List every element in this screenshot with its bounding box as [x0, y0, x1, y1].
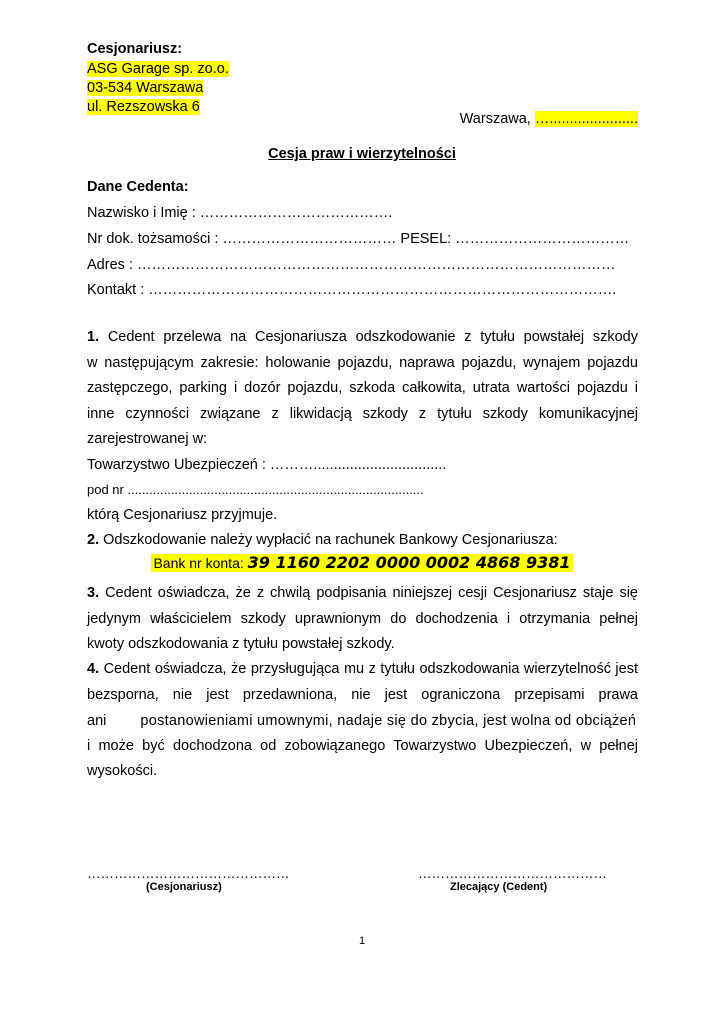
section-4-line-1: 4. Cedent oświadcza, że przysługująca mu z tytułu odszkodowania wierzytelność jest: [87, 661, 638, 677]
page-number: 1: [358, 935, 366, 947]
cedent-signature-line: ……………………………………: [418, 866, 607, 881]
section-4-line-2: bezsporna, nie jest przedawniona, nie jest ograniczona przepisami prawa: [87, 687, 638, 703]
assignee-label: Cesjonariusz:: [87, 41, 183, 57]
section-1-number: 1.: [87, 329, 100, 345]
place: Warszawa,: [459, 111, 535, 127]
cedent-signature-label: Zlecający (Cedent): [450, 881, 548, 893]
insurer-field: Towarzystwo Ubezpieczeń : ……….................................: [87, 457, 447, 473]
accepted-line: którą Cesjonariusz przyjmuje.: [87, 507, 278, 523]
section-3-line-3: kwoty odszkodowania z tytułu powstałej szkody.: [87, 636, 395, 652]
bank-account: [0, 553, 724, 572]
section-2-line: 2. Odszkodowanie należy wypłacić na rachunek Bankowy Cesjonariusza:: [87, 532, 558, 548]
assignee-signature-line: ………………………………………: [87, 866, 290, 881]
section-4-line-3: ani postanowieniami umownymi, nadaje się do zbycia, jest wolna od obciążeń: [87, 713, 637, 729]
section-4-line-5: wysokości.: [87, 763, 158, 779]
place-date: [460, 111, 638, 127]
bank-account-number: 39 1160 2202 0000 0002 4868 9381: [247, 553, 571, 572]
assignee-city: 03-534 Warszawa: [87, 80, 204, 96]
section-1-line-1: 1. Cedent przelewa na Cesjonariusza odszkodowanie z tytułu powstałej szkody: [87, 329, 638, 345]
section-3-line-1: 3. Cedent oświadcza, że z chwilą podpisania niniejszej cesji Cesjonariusz staje się: [87, 585, 638, 601]
cedent-heading: Dane Cedenta:: [87, 179, 189, 195]
assignee-company: ASG Garage sp. zo.o.: [87, 61, 229, 77]
cedent-contact-field: Kontakt : …………………………………………………………………………………….: [87, 282, 617, 298]
cedent-id-field: Nr dok. tożsamości : ……………………………… PESEL: ………………………………: [87, 231, 630, 247]
section-4-line-4: i może być dochodzona od zobowiązanego Towarzystwo Ubezpieczeń, w pełnej: [87, 738, 638, 754]
section-1-line-2: w następującym zakresie: holowanie pojazdu, naprawa pojazdu, wynajem pojazdu: [87, 355, 638, 371]
section-1-line-4: inne czynności związane z likwidacją szkody z tytułu szkody komunikacyjnej: [87, 406, 638, 422]
cedent-address-field: Adres : ………………………………………………………………………………………: [87, 257, 616, 273]
section-3-number: 3.: [87, 585, 100, 601]
assignee-signature-label: (Cesjonariusz): [146, 881, 222, 893]
claim-number-field: pod nr ..................................................................................: [87, 482, 424, 497]
section-4-number: 4.: [87, 661, 100, 677]
cedent-name-field: Nazwisko i Imię : ………………………………….: [87, 205, 393, 221]
section-1-line-3: zastępczego, parking i dozór pojazdu, szkoda całkowita, utrata wartości pojazdu i: [87, 380, 638, 396]
section-3-line-2: jedynym właścicielem szkody uprawnionym do dochodzenia i otrzymania pełnej: [87, 611, 638, 627]
assignee-street: ul. Rezszowska 6: [87, 99, 200, 115]
bank-label: Bank nr konta:: [153, 555, 248, 571]
section-2-number: 2.: [87, 532, 100, 548]
document-title: Cesja praw i wierzytelności: [268, 146, 456, 162]
section-1-line-5: zarejestrowanej w:: [87, 431, 208, 447]
date-placeholder: …......................: [534, 111, 638, 127]
